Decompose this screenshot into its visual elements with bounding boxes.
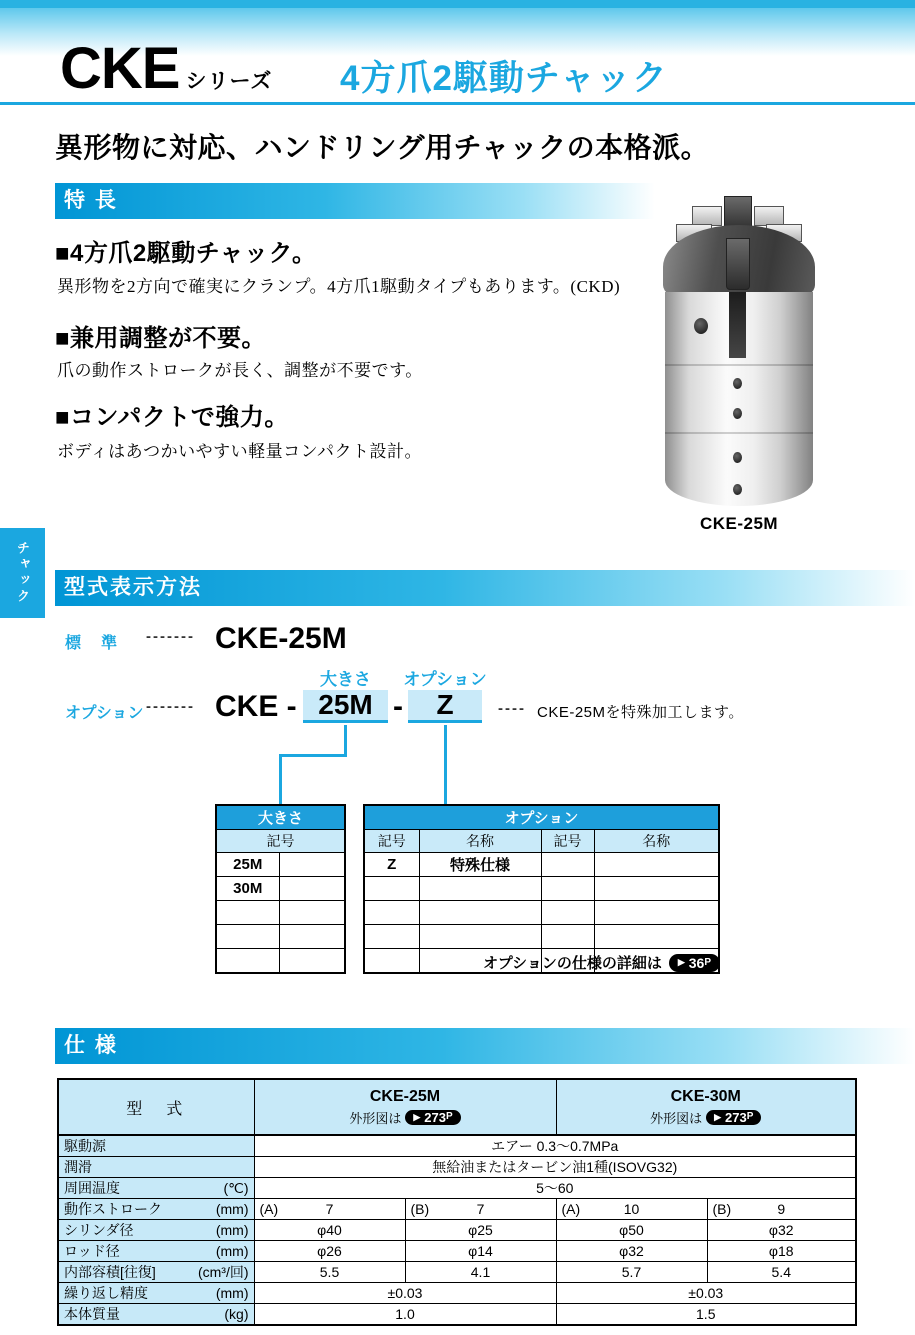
unit-text: (mm) [215,1243,249,1259]
connector-option-v [444,725,447,805]
spec-row-label [58,1220,254,1241]
size-cell-empty [279,877,345,901]
table-row [364,925,719,949]
option-code: Z [364,853,419,877]
spec-value: 5.4 [707,1262,856,1283]
series-title [60,36,273,101]
sidebar-tab-label: チャック [15,541,30,605]
feature-2-body: 爪の動作ストロークが長く、調整が不要です。 [57,361,423,380]
photo-hole-3 [733,452,742,463]
option-name [594,853,719,877]
spec-row-stroke [58,1199,856,1220]
spec-value: 無給油またはタービン油1種(ISOVG32) [254,1157,856,1178]
option-model-prefix: CKE - [215,690,297,723]
series-name: CKE [60,36,180,101]
photo-seam-1 [665,364,813,366]
spec-value: φ40 [254,1220,405,1241]
feature-1-body: 異形物を2方向で確実にクランプ。4方爪1駆動タイプもあります。(CKD) [57,277,621,296]
table-row [364,853,719,877]
option-code [541,901,594,925]
size-table-subheader: 記号 [216,830,345,853]
size-table-title: 大きさ [216,805,345,830]
photo-hole-2 [733,408,742,419]
spec-row-mass [58,1304,856,1326]
option-tag: オプション [403,670,487,689]
option-code [364,901,419,925]
model-dash: - [393,690,403,723]
size-cell-empty [279,949,345,974]
model-name: CKE-30M [670,1087,741,1105]
stroke-prefix: (B) [410,1201,430,1217]
unit-text: (kg) [224,1306,249,1322]
spec-value: φ26 [254,1241,405,1262]
size-value-box: 25M [303,690,388,723]
drawing-ref [557,1108,856,1127]
spec-value: φ32 [707,1220,856,1241]
table-row [364,901,719,925]
feature-2-heading: ■兼用調整が不要。 [55,325,266,352]
page-suffix: P [445,1111,453,1122]
label-text: 駆動源 [64,1138,106,1154]
spec-row-lubrication [58,1157,856,1178]
leader-note: ---- [498,700,526,717]
spec-value: 1.0 [254,1304,556,1326]
spec-row-temperature [58,1178,856,1199]
label-text: 潤滑 [64,1159,92,1175]
drawing-ref [255,1108,556,1127]
unit-text: (mm) [215,1201,249,1217]
photo-center-slot [729,292,746,358]
play-icon: ▶ [677,957,685,967]
photo-caption: CKE-25M [699,514,779,533]
stroke-value: 7 [325,1201,334,1217]
divider-rule [0,102,915,105]
drawing-note: 外形図は [650,1110,703,1126]
stroke-value: 7 [476,1201,485,1217]
option-col-header: 記号 [364,830,419,853]
table-row [216,877,345,901]
spec-row-label [58,1199,254,1220]
spec-model-header-label: 型 式 [126,1100,187,1118]
spec-value: φ25 [405,1220,556,1241]
option-table [363,804,720,974]
spec-value: φ50 [556,1220,707,1241]
page-number: 273 [424,1109,446,1125]
page-number: 273 [725,1109,747,1125]
photo-hole-1 [733,378,742,389]
feature-1-heading: ■4方爪2駆動チャック。 [55,240,317,267]
label-text: 内部容積[往復] [64,1264,156,1280]
size-cell: 25M [216,853,279,877]
section-bar-features: 特 長 [55,183,655,219]
series-suffix: シリーズ [185,70,273,93]
spec-row-label [58,1157,254,1178]
option-name [419,925,541,949]
label-text: シリンダ径 [64,1222,134,1238]
photo-port-hole [694,318,708,334]
option-code [541,877,594,901]
connector-size-v1 [344,725,347,757]
option-code [364,877,419,901]
spec-row-label [58,1262,254,1283]
photo-center-slot-upper [726,238,750,290]
options-detail-note [363,952,720,973]
label-text: 繰り返し精度 [64,1285,148,1301]
page-number: 36 [688,954,705,971]
option-table-title: オプション [364,805,719,830]
spec-value: エアー 0.3～0.7MPa [254,1135,856,1157]
play-icon: ▶ [413,1111,421,1122]
size-cell-empty [279,901,345,925]
option-col-header: 名称 [419,830,541,853]
table-row [216,949,345,974]
spec-row-rod [58,1241,856,1262]
label-text: 周囲温度 [64,1180,120,1196]
spec-value: 1.5 [556,1304,856,1326]
size-table [215,804,346,974]
page-subtitle: 4方爪2駆動チャック [340,59,668,98]
page-link-273p[interactable] [405,1110,460,1125]
size-cell-empty [279,853,345,877]
spec-value: 5.5 [254,1262,405,1283]
photo-hole-4 [733,484,742,495]
spec-value: ±0.03 [556,1283,856,1304]
table-row [216,925,345,949]
spec-table [57,1078,857,1326]
spec-value [556,1199,707,1220]
table-row [216,901,345,925]
option-note: CKE-25Mを特殊加工します。 [537,704,744,721]
section-bar-model: 型式表示方法 [55,570,915,606]
option-name [594,877,719,901]
leader-standard: ------- [146,628,195,645]
option-col-header: 記号 [541,830,594,853]
spec-value: 5～60 [254,1178,856,1199]
table-header-row [364,830,719,853]
table-row [216,853,345,877]
standard-model: CKE-25M [215,622,347,655]
drawing-note: 外形図は [349,1110,402,1126]
standard-label: 標 準 [65,635,120,652]
stroke-prefix: (A) [561,1201,581,1217]
spec-value: ±0.03 [254,1283,556,1304]
spec-value: φ18 [707,1241,856,1262]
photo-jaw-right [754,206,784,226]
table-row [364,877,719,901]
unit-text: (mm) [215,1222,249,1238]
option-label: オプション [65,705,144,722]
option-name [594,925,719,949]
connector-size-v2 [279,754,282,804]
option-col-header: 名称 [594,830,719,853]
label-text: 本体質量 [64,1306,120,1322]
unit-text: (mm) [215,1285,249,1301]
feature-3-heading: ■コンパクトで強力。 [55,404,289,431]
option-name [594,901,719,925]
spec-row-repeatability [58,1283,856,1304]
option-code [364,925,419,949]
option-name [419,877,541,901]
spec-row-cylinder [58,1220,856,1241]
photo-seam-2 [665,432,813,434]
spec-row-label [58,1304,254,1326]
spec-value: 5.7 [556,1262,707,1283]
sidebar-tab-chuck [0,528,45,618]
spec-model-cke30m [556,1079,856,1135]
stroke-value: 9 [777,1201,786,1217]
photo-jaw-left [692,206,722,226]
feature-3-body: ボディはあつかいやすい軽量コンパクト設計。 [57,442,422,461]
page-link-36p[interactable] [669,954,720,972]
size-cell: 30M [216,877,279,901]
connector-size-h [279,754,347,757]
spec-value [405,1199,556,1220]
stroke-prefix: (B) [712,1201,732,1217]
spec-value: φ14 [405,1241,556,1262]
spec-row-drive [58,1135,856,1157]
spec-row-volume [58,1262,856,1283]
page-suffix: P [704,956,711,968]
spec-header-row [58,1079,856,1135]
option-name: 特殊仕様 [419,853,541,877]
option-name [419,901,541,925]
spec-model-header [58,1079,254,1135]
size-cell-empty [279,925,345,949]
spec-value [707,1199,856,1220]
size-tag: 大きさ [320,670,371,689]
spec-value: 4.1 [405,1262,556,1283]
option-code [541,853,594,877]
spec-model-cke25m [254,1079,556,1135]
spec-row-label [58,1283,254,1304]
option-value-box: Z [408,690,482,723]
size-cell [216,949,279,974]
spec-value: φ32 [556,1241,707,1262]
size-cell [216,901,279,925]
model-name: CKE-25M [369,1087,441,1105]
spec-value [254,1199,405,1220]
options-detail-text: オプションの仕様の詳細は [483,955,662,972]
headline: 異形物に対応、ハンドリング用チャックの本格派。 [55,132,710,163]
spec-row-label [58,1241,254,1262]
page-link-273p[interactable] [706,1110,761,1125]
play-icon: ▶ [714,1111,722,1122]
option-code [541,925,594,949]
page-suffix: P [746,1111,754,1122]
spec-row-label [58,1178,254,1199]
leader-option: ------- [146,698,195,715]
label-text: 動作ストローク [64,1201,162,1217]
unit-text: (cm³/回) [197,1264,249,1280]
label-text: ロッド径 [64,1243,120,1259]
stroke-value: 10 [623,1201,640,1217]
stroke-prefix: (A) [259,1201,279,1217]
spec-row-label [58,1135,254,1157]
size-cell [216,925,279,949]
section-bar-spec: 仕 様 [55,1028,915,1064]
top-accent-strip [0,0,915,8]
unit-text: (℃) [223,1179,249,1196]
